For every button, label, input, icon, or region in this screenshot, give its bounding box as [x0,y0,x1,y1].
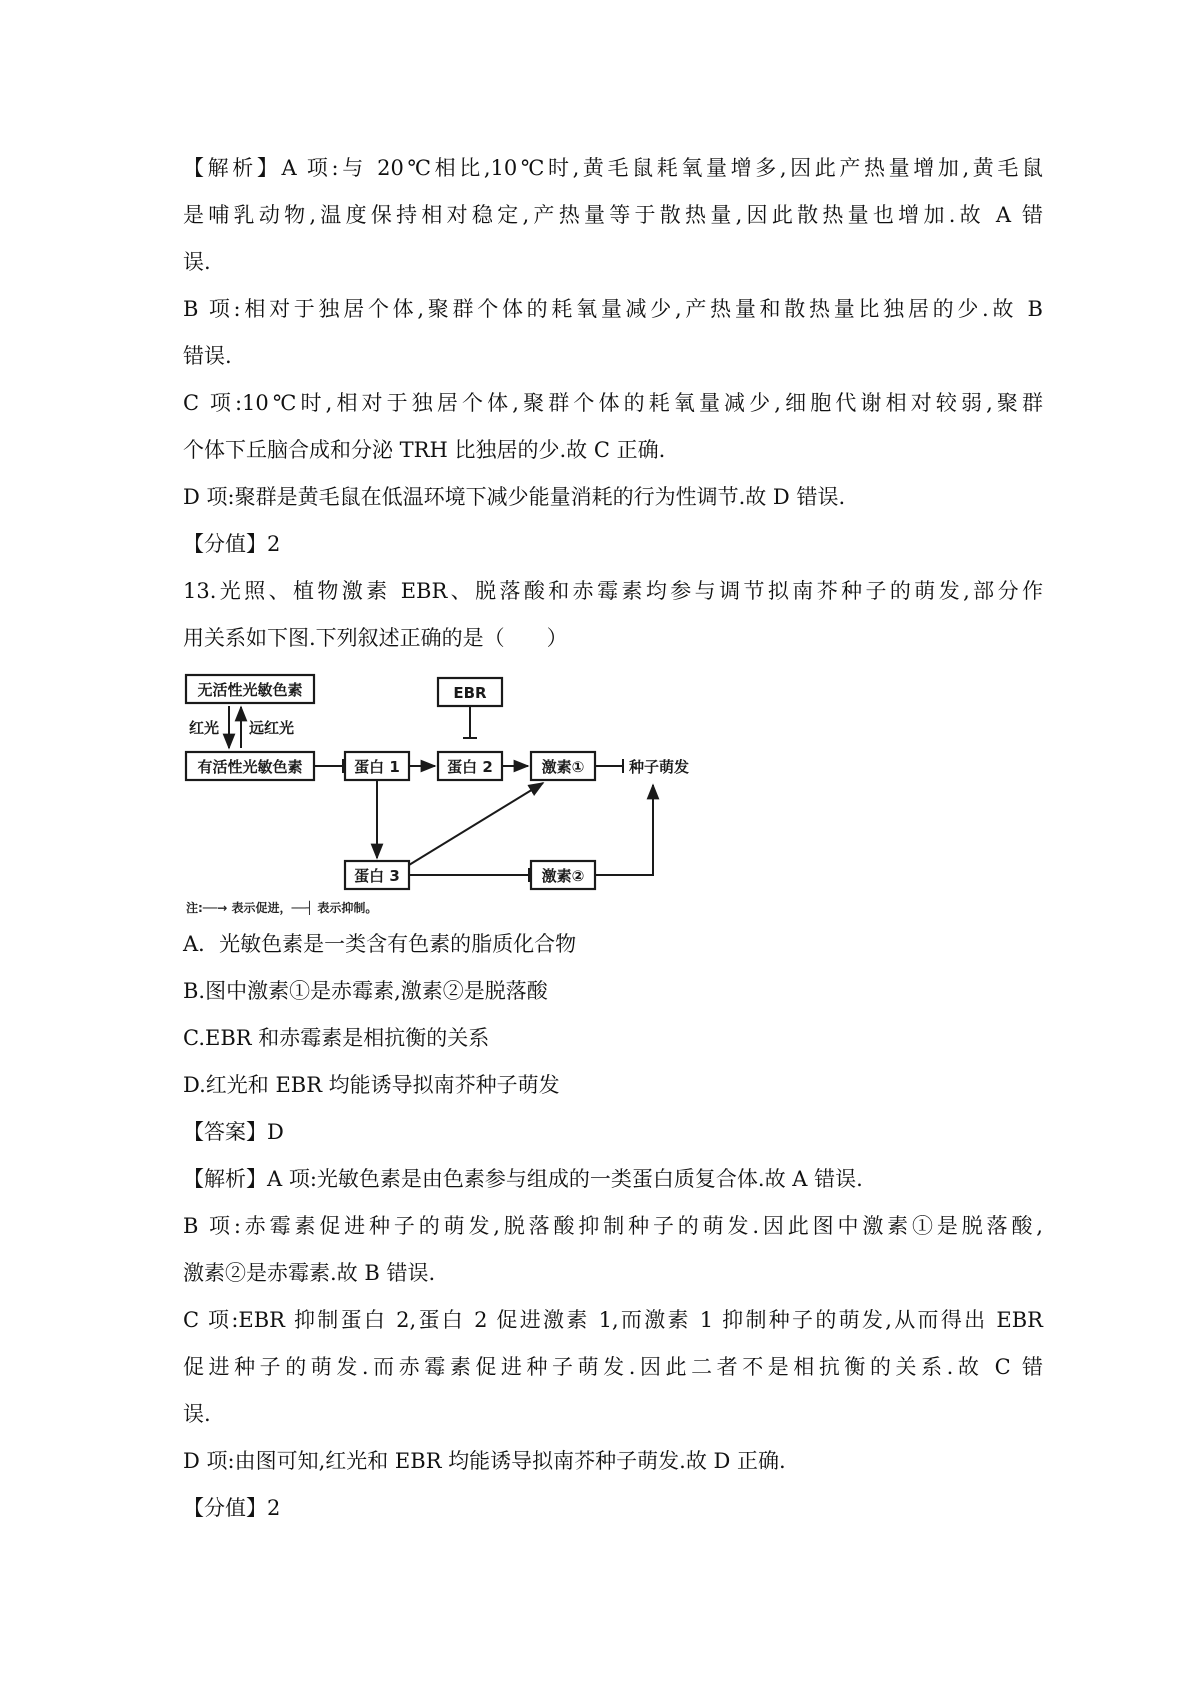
text-line: B 项:相对于独居个体,聚群个体的耗氧量减少,产热量和散热量比独居的少.故 B [183,297,1043,321]
label-far-red-light: 远红光 [249,719,295,737]
arrow-protein3-hormone1 [409,783,543,865]
node-protein-3 [345,861,409,889]
question-stem: 13.光照、植物激素 EBR、脱落酸和赤霉素均参与调节拟南芥种子的萌发,部分作 [183,579,1043,603]
node-active-phytochrome [186,752,314,780]
score-line: 【分值】2 [183,1496,281,1520]
option-c: C.EBR 和赤霉素是相抗衡的关系 [183,1026,490,1050]
node-inactive-phytochrome [186,675,314,703]
node-protein-2 [438,752,502,780]
regulation-diagram [183,668,703,916]
node-ebr [438,678,502,706]
analysis-line: D 项:由图可知,红光和 EBR 均能诱导拟南芥种子萌发.故 D 正确. [183,1449,786,1473]
node-hormone-2 [531,861,595,889]
svg-text:EBR: EBR [453,684,487,702]
option-d: D.红光和 EBR 均能诱导拟南芥种子萌发 [183,1073,560,1097]
inhibit-protein3-hormone2 [409,868,529,882]
svg-text:蛋白 2: 蛋白 2 [447,758,493,776]
analysis-line: 激素②是赤霉素.故 B 错误. [183,1261,436,1285]
text-line: 【分值】2 [183,532,281,556]
text-line: D 项:聚群是黄毛鼠在低温环境下减少能量消耗的行为性调节.故 D 错误. [183,485,846,509]
option-b: B.图中激素①是赤霉素,激素②是脱落酸 [183,979,548,1003]
text-line: 误. [183,250,211,274]
svg-text:蛋白 1: 蛋白 1 [354,758,400,776]
label-red-light: 红光 [189,719,220,737]
inhibit-active-protein1 [314,759,343,773]
svg-text:无活性光敏色素: 无活性光敏色素 [197,681,303,699]
text-line: C 项:10℃时,相对于独居个体,聚群个体的耗氧量减少,细胞代谢相对较弱,聚群 [183,391,1043,415]
svg-text:有活性光敏色素: 有活性光敏色素 [197,758,303,776]
option-a: A．光敏色素是一类含有色素的脂质化合物 [183,932,577,956]
answer-line: 【答案】D [183,1120,284,1144]
text-line: 错误. [183,344,232,368]
inhibit-hormone1-germination [595,759,623,773]
node-protein-1 [345,752,409,780]
text-line: 是哺乳动物,温度保持相对稳定,产热量等于散热量,因此散热量也增加.故 A 错 [183,203,1043,227]
analysis-line: B 项:赤霉素促进种子的萌发,脱落酸抑制种子的萌发.因此图中激素①是脱落酸, [183,1214,1043,1238]
legend-note: 注:──→ 表示促进，──┤ 表示抑制。 [186,901,378,915]
node-seed-germination: 种子萌发 [629,758,690,776]
svg-text:激素①: 激素① [541,758,585,776]
question-stem: 用关系如下图.下列叙述正确的是（ ） [183,626,568,650]
svg-text:激素②: 激素② [541,867,585,885]
analysis-line: 促进种子的萌发.而赤霉素促进种子萌发.因此二者不是相抗衡的关系.故 C 错 [183,1355,1043,1379]
analysis-line: C 项:EBR 抑制蛋白 2,蛋白 2 促进激素 1,而激素 1 抑制种子的萌发,从而得出 EBR [183,1308,1043,1332]
analysis-line: 误. [183,1402,211,1426]
analysis-line: 【解析】A 项:光敏色素是由色素参与组成的一类蛋白质复合体.故 A 错误. [183,1167,863,1191]
node-hormone-1 [531,752,595,780]
text-line: 个体下丘脑合成和分泌 TRH 比独居的少.故 C 正确. [183,438,666,462]
arrow-hormone2-germination [595,785,653,875]
svg-text:蛋白 3: 蛋白 3 [354,867,400,885]
text-line: 【解析】A 项:与 20℃相比,10℃时,黄毛鼠耗氧量增多,因此产热量增加,黄毛鼠 [183,156,1043,180]
inhibit-ebr-protein2 [463,706,477,738]
